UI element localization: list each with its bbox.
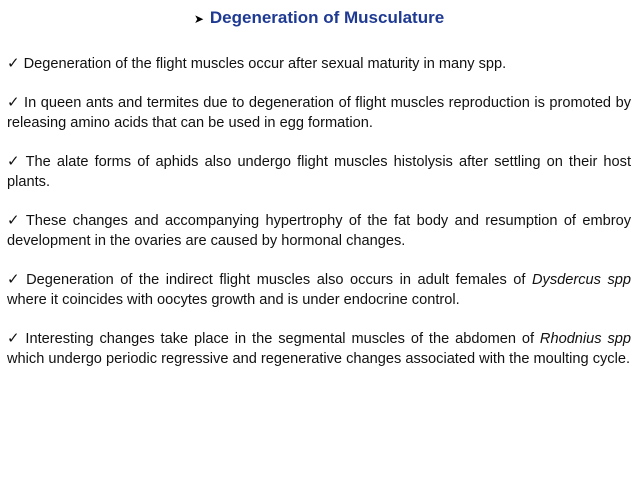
checkmark-icon: ✓: [7, 55, 20, 72]
bullet-paragraph: [7, 329, 631, 369]
bullet-list: [7, 54, 631, 388]
bullet-paragraph: [7, 152, 631, 192]
paragraph-text: Degeneration of the indirect flight muscles also occurs in adult females of: [26, 272, 532, 288]
title-text: Degeneration of Musculature: [209, 8, 445, 27]
bullet-paragraph: [7, 54, 631, 74]
arrow-bullet-icon: ➤: [193, 12, 204, 26]
bullet-paragraph: [7, 270, 631, 310]
paragraph-text: These changes and accompanying hypertrophy of the fat body and resumption of embroy development in the ovaries are caused by hormonal changes.: [7, 213, 631, 249]
checkmark-icon: ✓: [7, 153, 22, 170]
checkmark-icon: ✓: [7, 212, 22, 229]
checkmark-icon: ✓: [7, 330, 22, 347]
paragraph-text: The alate forms of aphids also undergo flight muscles histolysis after settling on their host plants.: [7, 154, 631, 190]
paragraph-text: In queen ants and termites due to degeneration of flight muscles reproduction is promoted by releasing amino acids that can be used in egg formation.: [7, 95, 631, 131]
paragraph-text: which undergo periodic regressive and regenerative changes associated with the moulting cycle.: [7, 351, 631, 367]
checkmark-icon: ✓: [7, 94, 21, 111]
paragraph-text: Degeneration of the flight muscles occur after sexual maturity in many spp.: [23, 56, 507, 72]
species-name: Dysdercus spp: [532, 272, 631, 288]
paragraph-text: where it coincides with oocytes growth and is under endocrine control.: [7, 292, 460, 308]
bullet-paragraph: [7, 93, 631, 133]
paragraph-text: Interesting changes take place in the segmental muscles of the abdomen of: [25, 331, 540, 347]
bullet-paragraph: [7, 211, 631, 251]
checkmark-icon: ✓: [7, 271, 23, 288]
species-name: Rhodnius spp: [539, 331, 632, 347]
slide-title: [0, 8, 638, 28]
